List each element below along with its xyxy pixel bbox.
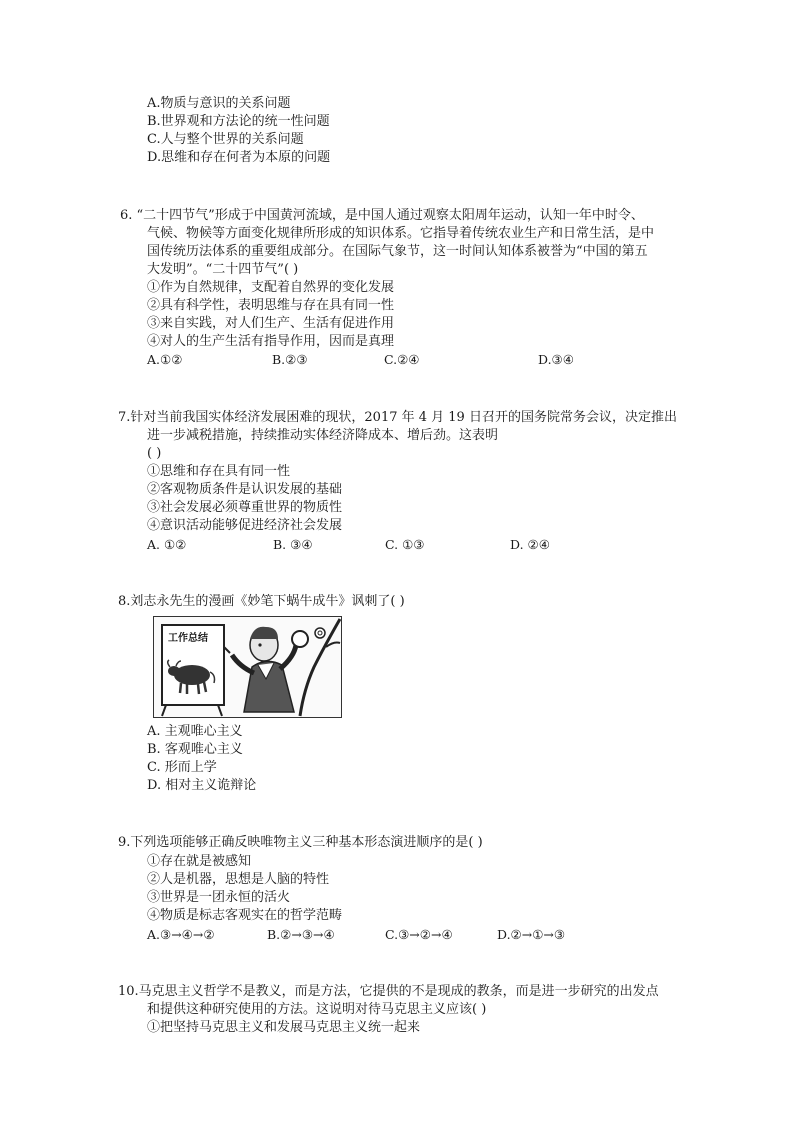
q7-choice-a: A. ①②: [147, 537, 187, 552]
q6-choice-d: D.③④: [538, 352, 574, 367]
q6-choice-c: C.②④: [384, 352, 420, 367]
easel-leg-right: [218, 705, 222, 716]
q9-stem: 9.下列选项能够正确反映唯物主义三种基本形态演进顺序的是( ): [118, 835, 483, 850]
q10-stem-line-1: 10.马克思主义哲学不是教义，而是方法，它提供的不是现成的教条，而是进一步研究的出发点: [118, 984, 659, 999]
q9-choice-d: D.②→①→③: [497, 927, 566, 942]
q6-item-4: ④对人的生产生活有指导作用，因而是真理: [147, 334, 395, 349]
q6-stem-line-4: 大发明”。“二十四节气”( ): [147, 262, 299, 277]
q6-choice-b: B.②③: [272, 352, 308, 367]
q9-choice-a: A.③→④→②: [147, 927, 215, 942]
q7-stem-line-2: 进一步减税措施，持续推动实体经济降成本、增后劲。这表明: [147, 428, 499, 443]
q7-item-1: ①思维和存在具有同一性: [147, 464, 291, 479]
q8-option-d: D. 相对主义诡辩论: [147, 778, 257, 793]
q6-item-2: ②具有科学性，表明思维与存在具有同一性: [147, 298, 395, 313]
man-figure: [224, 627, 308, 712]
q8-option-b: B. 客观唯心主义: [147, 742, 243, 757]
q7-stem-line-3: ( ): [147, 446, 162, 461]
q6-choice-a: A.①②: [147, 352, 183, 367]
q5-option-a: A.物质与意识的关系问题: [147, 96, 291, 111]
magnifier: [292, 631, 308, 647]
q6-stem-line-1: 6. “二十四节气”形成于中国黄河流域，是中国人通过观察太阳周年运动，认知一年中时令、: [120, 208, 644, 223]
q7-choice-b: B. ③④: [273, 537, 313, 552]
q9-item-3: ③世界是一团永恒的活火: [147, 890, 291, 905]
q9-item-4: ④物质是标志客观实在的哲学范畴: [147, 908, 343, 923]
snail: [315, 628, 325, 638]
q9-item-2: ②人是机器，思想是人脑的特性: [147, 872, 330, 887]
q7-item-4: ④意识活动能够促进经济社会发展: [147, 518, 343, 533]
q5-option-c: C.人与整个世界的关系问题: [147, 132, 304, 147]
q9-choice-b: B.②→③→④: [267, 927, 335, 942]
q7-choice-c: C. ①③: [385, 537, 425, 552]
q10-item-1: ①把坚持马克思主义和发展马克思主义统一起来: [147, 1020, 421, 1035]
q7-stem-line-1: 7.针对当前我国实体经济发展困难的现状，2017 年 4 月 19 日召开的国务院常务会议，决定推出: [118, 410, 677, 425]
q6-stem-line-2: 气候、物候等方面变化规律所形成的知识体系。它指导着传统农业生产和日常生活，是中: [147, 226, 655, 241]
easel-leg-left: [162, 705, 166, 716]
q7-item-3: ③社会发展必须尊重世界的物质性: [147, 500, 343, 515]
cartoon-caption: 工作总结: [168, 633, 208, 644]
q6-stem-line-3: 国传统历法体系的重要组成部分。在国际气象节，这一时间认知体系被誉为“中国的第五: [147, 244, 648, 259]
q8-option-a: A. 主观唯心主义: [147, 724, 243, 739]
q7-choice-d: D. ②④: [510, 537, 550, 552]
q8-option-c: C. 形而上学: [147, 760, 217, 775]
q9-item-1: ①存在就是被感知: [147, 854, 252, 869]
q10-stem-line-2: 和提供这种研究使用的方法。这说明对待马克思主义应该( ): [147, 1002, 487, 1017]
q5-option-d: D.思维和存在何者为本原的问题: [147, 150, 331, 165]
q8-stem: 8.刘志永先生的漫画《妙笔下蜗牛成牛》讽刺了( ): [118, 594, 405, 609]
q7-item-2: ②客观物质条件是认识发展的基础: [147, 482, 343, 497]
q5-option-b: B.世界观和方法论的统一性问题: [147, 114, 330, 129]
cartoon-drawing: [154, 617, 341, 717]
q6-item-1: ①作为自然规律，支配着自然界的变化发展: [147, 280, 395, 295]
q6-item-3: ③来自实践，对人们生产、生活有促进作用: [147, 316, 395, 331]
q9-choice-c: C.③→②→④: [385, 927, 453, 942]
q8-cartoon-image: [153, 616, 342, 718]
